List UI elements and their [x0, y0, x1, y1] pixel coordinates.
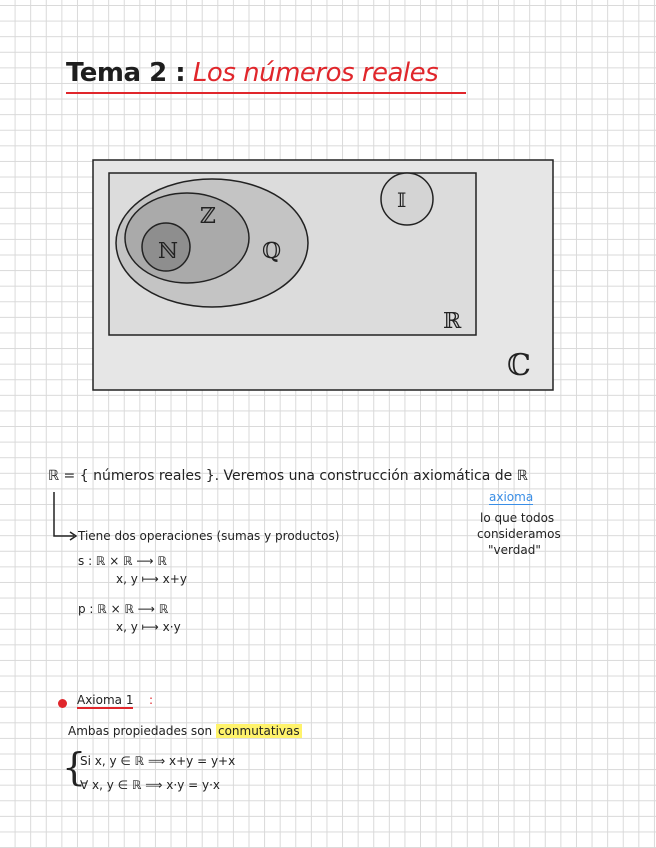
product-map-line: p : ℝ × ℝ ⟶ ℝ	[78, 602, 169, 616]
label-R: ℝ	[443, 309, 462, 334]
rules-brace: {	[62, 745, 87, 789]
reals-definition-line: ℝ = { números reales }. Veremos una construcción axiomática de ℝ	[48, 468, 528, 484]
irrational-set-circle	[381, 173, 433, 225]
sum-map-line: s : ℝ × ℝ ⟶ ℝ	[78, 554, 167, 568]
commutative-product-rule: ∀ x, y ∈ ℝ ⟹ x·y = y·x	[80, 778, 220, 792]
title-main: Los números reales	[192, 58, 439, 88]
product-rule-line: x, y ⟼ x·y	[116, 620, 181, 634]
operations-intro: Tiene dos operaciones (sumas y productos)	[78, 529, 340, 543]
axiom-highlight: conmutativas	[217, 724, 300, 738]
label-I: 𝕀	[397, 188, 407, 212]
hook-arrow-icon	[50, 490, 80, 542]
axiom-colon: :	[149, 693, 154, 707]
label-Z: ℤ	[200, 204, 217, 229]
sum-rule-line: x, y ⟼ x+y	[116, 572, 187, 586]
side-note-line1: lo que todos	[480, 511, 555, 525]
label-N: ℕ	[158, 239, 179, 264]
axiom-sentence	[68, 724, 302, 738]
axiom-heading: Axioma 1	[77, 693, 134, 707]
side-axioma-word: axioma	[489, 490, 534, 504]
bullet-dot	[58, 699, 67, 708]
side-note-line2: consideramos	[477, 527, 561, 541]
title-prefix: Tema 2 :	[66, 58, 186, 88]
axiom-sentence-prefix: Ambas propiedades son	[68, 724, 213, 738]
label-C: ℂ	[507, 348, 531, 383]
side-note-line3: "verdad"	[488, 543, 541, 557]
commutative-sum-rule: Si x, y ∈ ℝ ⟹ x+y = y+x	[80, 754, 236, 768]
label-Q: ℚ	[262, 239, 282, 264]
